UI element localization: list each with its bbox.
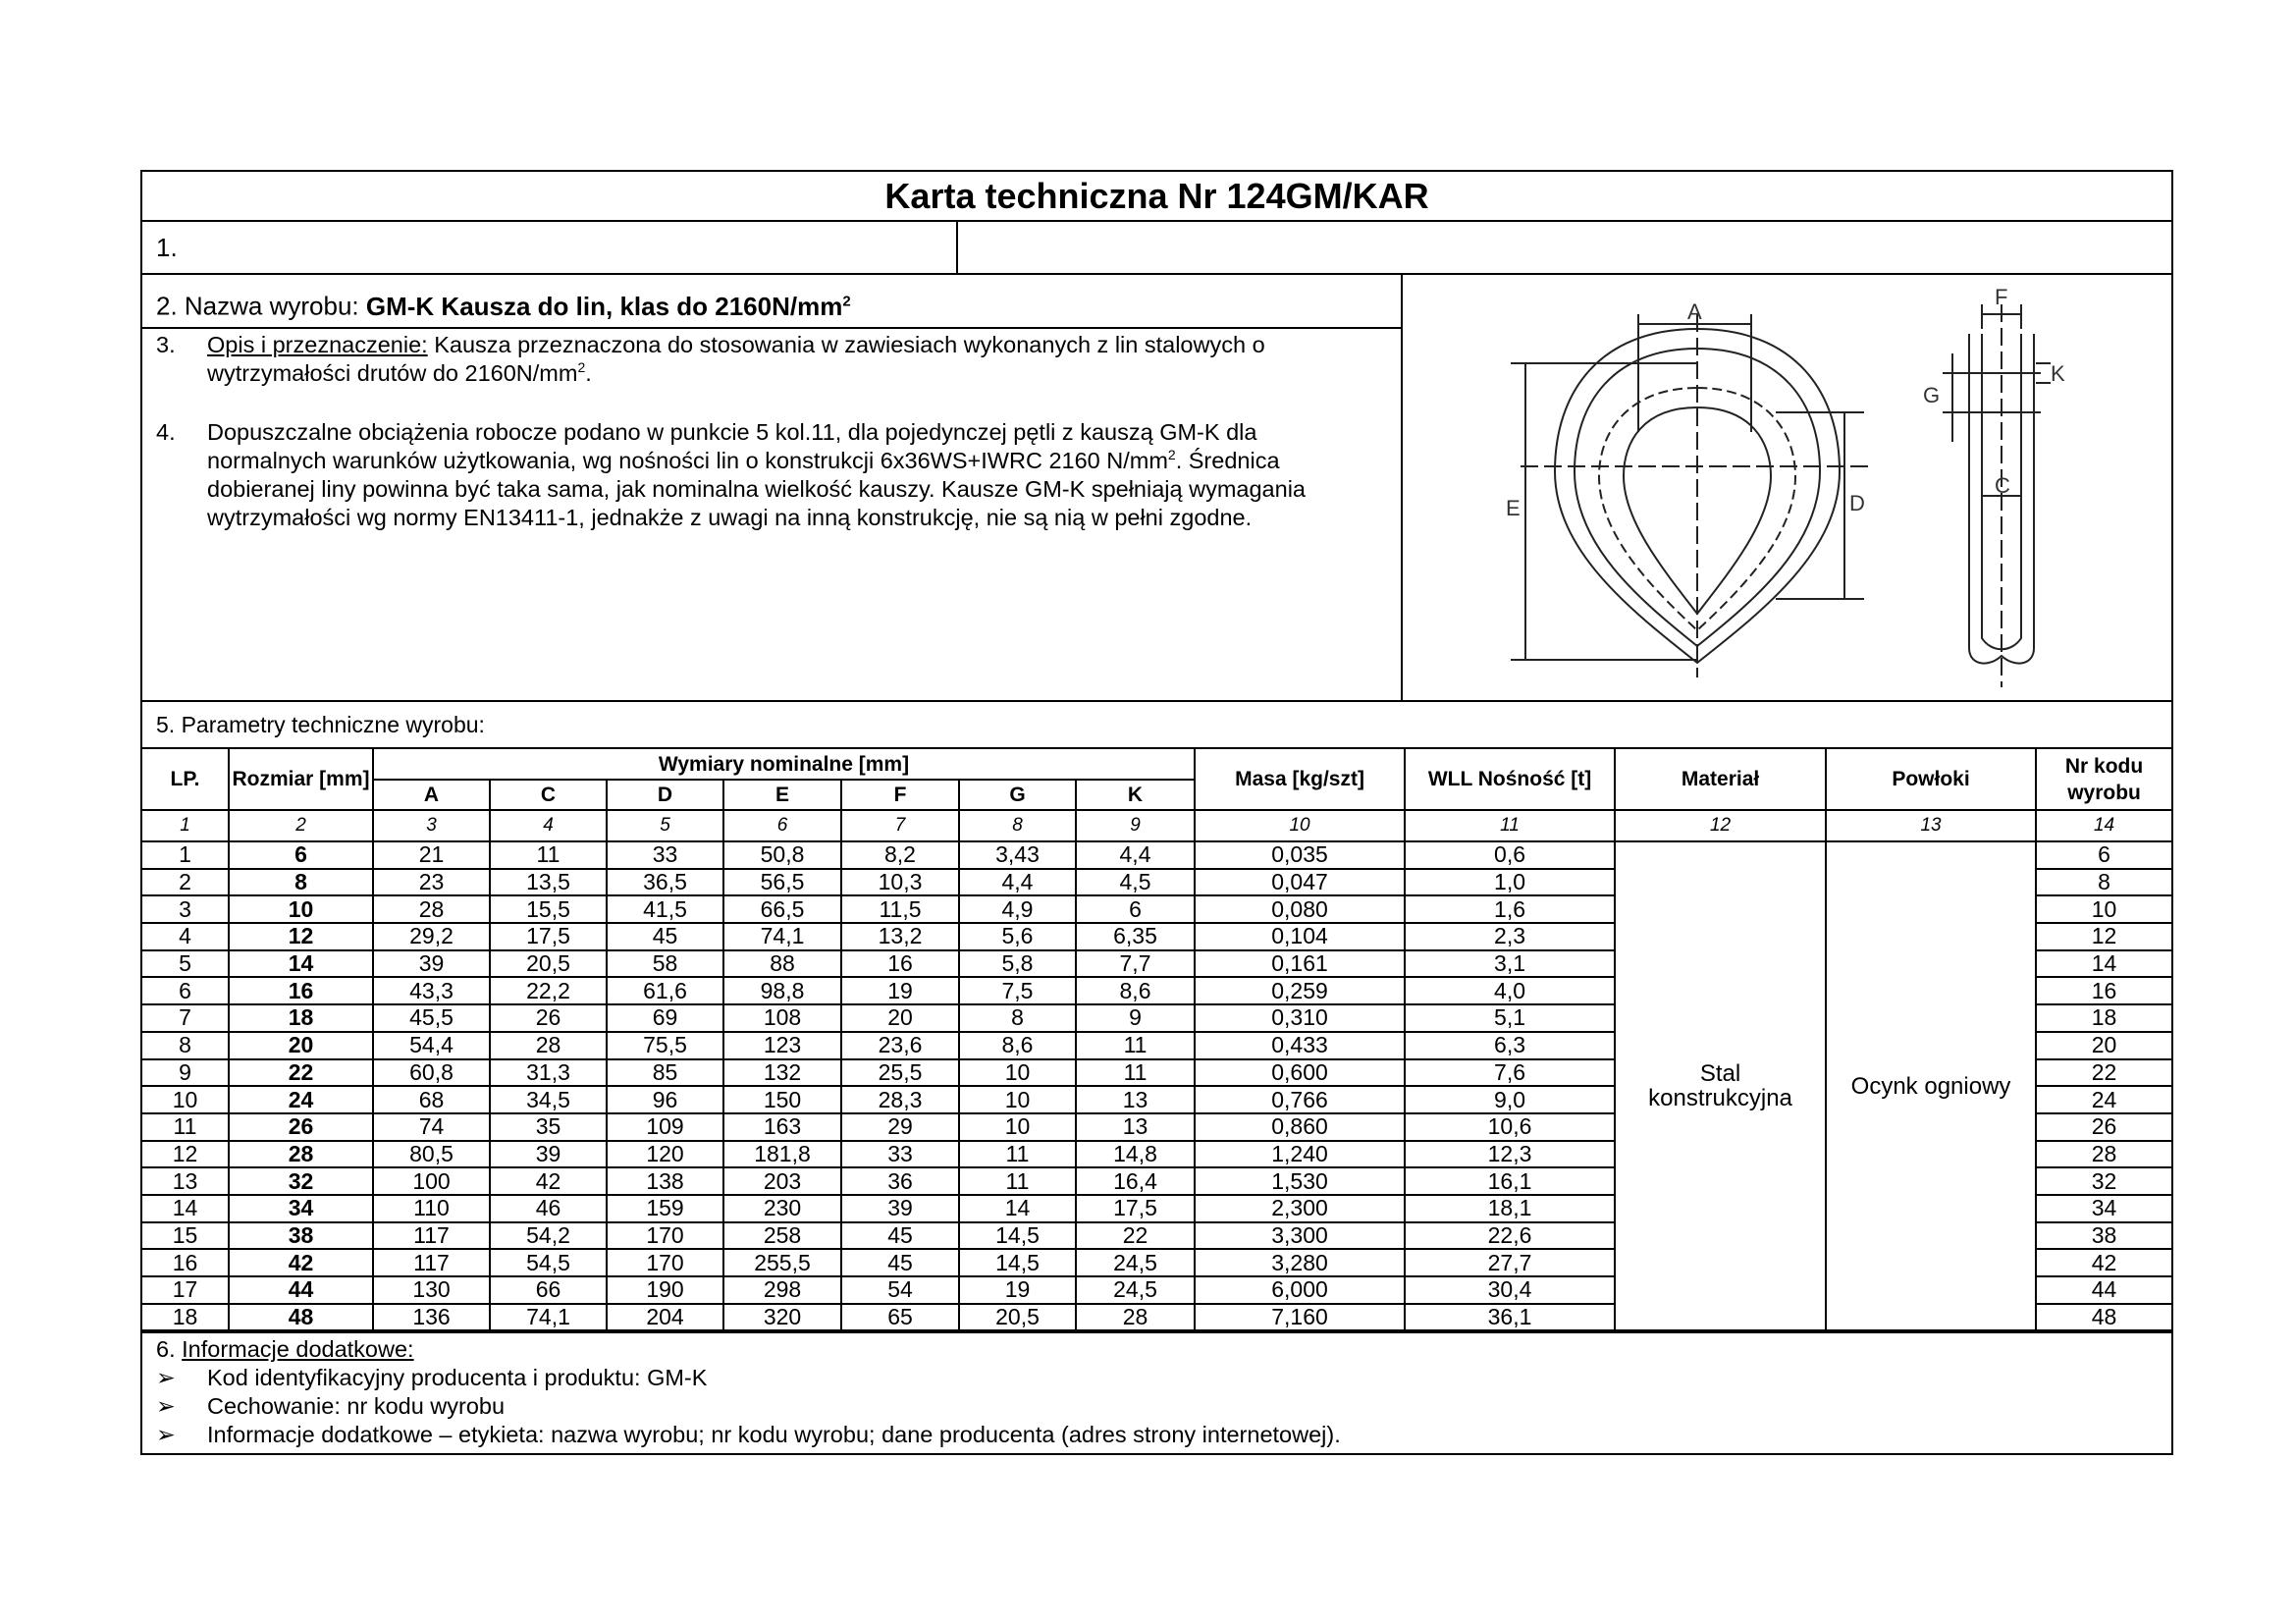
- info-item: ➢ Informacje dodatkowe – etykieta: nazwa wyrobu; nr kodu wyrobu; dane producenta (adres strony internetowej).: [156, 1422, 1341, 1448]
- cell-lp: 8: [142, 1032, 229, 1059]
- cell-dim-k: 6: [1076, 895, 1195, 923]
- cell-dim-g: 14: [959, 1195, 1076, 1222]
- cell-dim-g: 19: [959, 1276, 1076, 1304]
- cell-dim-k: 6,35: [1076, 923, 1195, 950]
- cell-dim-g: 11: [959, 1141, 1076, 1168]
- thimble-drawing: [1403, 275, 2171, 700]
- cell-lp: 2: [142, 869, 229, 896]
- cell-dim-a: 21: [373, 841, 490, 869]
- cell-wll: 0,6: [1405, 841, 1615, 869]
- cell-dim-e: 258: [723, 1222, 841, 1250]
- cell-dim-c: 15,5: [490, 895, 607, 923]
- cell-dim-a: 68: [373, 1086, 490, 1113]
- cell-dim-c: 35: [490, 1113, 607, 1141]
- cell-dim-g: 4,4: [959, 869, 1076, 896]
- header-size: Rozmiar [mm]: [229, 749, 373, 810]
- cell-dim-k: 13: [1076, 1113, 1195, 1141]
- header-dim-c: C: [490, 780, 607, 810]
- cell-dim-k: 17,5: [1076, 1195, 1195, 1222]
- section-4-loads: 4. Dopuszczalne obciążenia robocze podano w punkcie 5 kol.11, dla pojedynczej pętli z kauszą GM-K dla normalnych warunków użytkowania, wg nośności lin o konstrukcji 6x36WS+IWRC 2160 $N/mm^2$. Średnica dobieranej liny powinna być taka sama, jak nominalna wielkość kauszy. Kausze GM-K spełniają wymagania wytrzymałości wg normy EN13411-1, jednakże z uwagi na inną konstrukcję, nie są nią w pełni zgodne.: [156, 419, 1306, 530]
- header-coating: Powłoki: [1826, 749, 2036, 810]
- header-mass: Masa [kg/szt]: [1195, 749, 1405, 810]
- cell-dim-d: 61,6: [607, 977, 723, 1004]
- cell-dim-a: 39: [373, 950, 490, 978]
- cell-dim-g: 14,5: [959, 1222, 1076, 1250]
- cell-dim-c: 74,1: [490, 1304, 607, 1331]
- cell-dim-a: 28: [373, 895, 490, 923]
- cell-lp: 13: [142, 1167, 229, 1195]
- cell-lp: 18: [142, 1304, 229, 1331]
- cell-dim-a: 80,5: [373, 1141, 490, 1168]
- cell-size: 12: [229, 923, 373, 950]
- cell-dim-e: 88: [723, 950, 841, 978]
- dimension-label-f: F: [1995, 285, 2008, 309]
- cell-mass: 0,104: [1195, 923, 1405, 950]
- cell-dim-f: 65: [841, 1304, 959, 1331]
- cell-wll: 16,1: [1405, 1167, 1615, 1195]
- header-dim-k: K: [1076, 780, 1195, 810]
- cell-dim-g: 5,8: [959, 950, 1076, 978]
- cell-dim-k: 9: [1076, 1004, 1195, 1032]
- cell-size: 8: [229, 869, 373, 896]
- cell-material: Stal konstrukcyjna: [1615, 841, 1826, 1330]
- cell-wll: 12,3: [1405, 1141, 1615, 1168]
- cell-dim-e: 320: [723, 1304, 841, 1331]
- section-5-label: 5. Parametry techniczne wyrobu:: [142, 702, 2171, 749]
- cell-dim-d: 204: [607, 1304, 723, 1331]
- cell-dim-d: 36,5: [607, 869, 723, 896]
- cell-dim-g: 5,6: [959, 923, 1076, 950]
- cell-dim-k: 24,5: [1076, 1249, 1195, 1276]
- cell-size: 44: [229, 1276, 373, 1304]
- cell-wll: 2,3: [1405, 923, 1615, 950]
- cell-dim-k: 4,4: [1076, 841, 1195, 869]
- header-code: Nr kodu wyrobu: [2036, 749, 2171, 810]
- cell-code: 28: [2036, 1141, 2171, 1168]
- column-number: 14: [2036, 810, 2171, 841]
- cell-dim-f: 25,5: [841, 1059, 959, 1087]
- cell-wll: 6,3: [1405, 1032, 1615, 1059]
- cell-mass: 0,161: [1195, 950, 1405, 978]
- cell-dim-d: 45: [607, 923, 723, 950]
- cell-mass: 0,259: [1195, 977, 1405, 1004]
- cell-size: 22: [229, 1059, 373, 1087]
- column-number: 7: [841, 810, 959, 841]
- cell-dim-e: 255,5: [723, 1249, 841, 1276]
- cell-mass: 1,240: [1195, 1141, 1405, 1168]
- cell-mass: 3,280: [1195, 1249, 1405, 1276]
- cell-dim-c: 13,5: [490, 869, 607, 896]
- cell-dim-k: 16,4: [1076, 1167, 1195, 1195]
- cell-size: 48: [229, 1304, 373, 1331]
- cell-dim-e: 163: [723, 1113, 841, 1141]
- cell-wll: 36,1: [1405, 1304, 1615, 1331]
- cell-dim-g: 8: [959, 1004, 1076, 1032]
- cell-dim-f: 19: [841, 977, 959, 1004]
- cell-mass: 0,310: [1195, 1004, 1405, 1032]
- cell-size: 24: [229, 1086, 373, 1113]
- cell-size: 32: [229, 1167, 373, 1195]
- cell-dim-d: 33: [607, 841, 723, 869]
- dimension-label-d: D: [1849, 491, 1865, 515]
- dimension-label-k: K: [2051, 361, 2065, 386]
- cell-coating: Ocynk ogniowy: [1826, 841, 2036, 1330]
- cell-dim-a: 130: [373, 1276, 490, 1304]
- cell-wll: 27,7: [1405, 1249, 1615, 1276]
- cell-lp: 1: [142, 841, 229, 869]
- cell-lp: 5: [142, 950, 229, 978]
- cell-code: 24: [2036, 1086, 2171, 1113]
- cell-mass: 1,530: [1195, 1167, 1405, 1195]
- cell-dim-f: 23,6: [841, 1032, 959, 1059]
- cell-code: 16: [2036, 977, 2171, 1004]
- header-lp: LP.: [142, 749, 229, 810]
- column-number: 4: [490, 810, 607, 841]
- cell-mass: 6,000: [1195, 1276, 1405, 1304]
- column-number: 11: [1405, 810, 1615, 841]
- column-number: 2: [229, 810, 373, 841]
- cell-dim-e: 181,8: [723, 1141, 841, 1168]
- cell-mass: 2,300: [1195, 1195, 1405, 1222]
- cell-size: 42: [229, 1249, 373, 1276]
- cell-code: 42: [2036, 1249, 2171, 1276]
- cell-dim-k: 11: [1076, 1032, 1195, 1059]
- cell-dim-f: 16: [841, 950, 959, 978]
- cell-dim-k: 28: [1076, 1304, 1195, 1331]
- info-item: ➢ Cechowanie: nr kodu wyrobu: [156, 1393, 506, 1420]
- column-number: 9: [1076, 810, 1195, 841]
- additional-info-label: Informacje dodatkowe:: [182, 1336, 414, 1363]
- cell-dim-a: 60,8: [373, 1059, 490, 1087]
- cell-dim-f: 36: [841, 1167, 959, 1195]
- cell-code: 48: [2036, 1304, 2171, 1331]
- cell-dim-k: 22: [1076, 1222, 1195, 1250]
- cell-mass: 0,047: [1195, 869, 1405, 896]
- cell-code: 38: [2036, 1222, 2171, 1250]
- cell-dim-a: 54,4: [373, 1032, 490, 1059]
- cell-dim-f: 39: [841, 1195, 959, 1222]
- page-title: Karta techniczna Nr 124GM/KAR: [142, 172, 2171, 222]
- cell-dim-a: 100: [373, 1167, 490, 1195]
- cell-dim-c: 31,3: [490, 1059, 607, 1087]
- cell-code: 8: [2036, 869, 2171, 896]
- cell-dim-f: 33: [841, 1141, 959, 1168]
- cell-lp: 11: [142, 1113, 229, 1141]
- cell-dim-d: 69: [607, 1004, 723, 1032]
- cell-dim-d: 190: [607, 1276, 723, 1304]
- header-dimensions: Wymiary nominalne [mm]: [373, 749, 1195, 780]
- product-description-block: [142, 275, 2171, 702]
- cell-size: 14: [229, 950, 373, 978]
- cell-size: 10: [229, 895, 373, 923]
- cell-size: 34: [229, 1195, 373, 1222]
- cell-lp: 6: [142, 977, 229, 1004]
- cell-dim-a: 136: [373, 1304, 490, 1331]
- cell-mass: 0,600: [1195, 1059, 1405, 1087]
- cell-dim-g: 14,5: [959, 1249, 1076, 1276]
- cell-dim-f: 29: [841, 1113, 959, 1141]
- header-dim-g: G: [959, 780, 1076, 810]
- cell-dim-g: 20,5: [959, 1304, 1076, 1331]
- cell-dim-k: 7,7: [1076, 950, 1195, 978]
- cell-dim-a: 74: [373, 1113, 490, 1141]
- cell-lp: 17: [142, 1276, 229, 1304]
- column-number: 6: [723, 810, 841, 841]
- cell-wll: 3,1: [1405, 950, 1615, 978]
- cell-dim-e: 132: [723, 1059, 841, 1087]
- cell-dim-e: 298: [723, 1276, 841, 1304]
- cell-dim-d: 58: [607, 950, 723, 978]
- column-number: 12: [1615, 810, 1826, 841]
- cell-dim-c: 22,2: [490, 977, 607, 1004]
- cell-wll: 10,6: [1405, 1113, 1615, 1141]
- cell-lp: 3: [142, 895, 229, 923]
- cell-dim-e: 108: [723, 1004, 841, 1032]
- cell-dim-c: 34,5: [490, 1086, 607, 1113]
- cell-dim-k: 13: [1076, 1086, 1195, 1113]
- info-item: ➢ Kod identyfikacyjny producenta i produktu: GM-K: [156, 1365, 708, 1391]
- cell-dim-a: 29,2: [373, 923, 490, 950]
- cell-dim-e: 230: [723, 1195, 841, 1222]
- cell-lp: 14: [142, 1195, 229, 1222]
- cell-dim-g: 10: [959, 1086, 1076, 1113]
- cell-size: 26: [229, 1113, 373, 1141]
- cell-dim-g: 11: [959, 1167, 1076, 1195]
- header-dim-e: E: [723, 780, 841, 810]
- cell-dim-c: 11: [490, 841, 607, 869]
- cell-dim-d: 120: [607, 1141, 723, 1168]
- cell-dim-c: 28: [490, 1032, 607, 1059]
- column-numbers-row: [142, 810, 2171, 841]
- cell-dim-f: 11,5: [841, 895, 959, 923]
- header-dim-f: F: [841, 780, 959, 810]
- cell-dim-g: 7,5: [959, 977, 1076, 1004]
- cell-size: 6: [229, 841, 373, 869]
- arrow-bullet-icon: ➢: [156, 1365, 176, 1391]
- column-number: 10: [1195, 810, 1405, 841]
- cell-dim-c: 17,5: [490, 923, 607, 950]
- cell-dim-a: 117: [373, 1222, 490, 1250]
- cell-dim-k: 4,5: [1076, 869, 1195, 896]
- cell-lp: 4: [142, 923, 229, 950]
- cell-dim-d: 75,5: [607, 1032, 723, 1059]
- cell-dim-e: 74,1: [723, 923, 841, 950]
- product-name-heading: 2. Nazwa wyrobu: GM-K Kausza do lin, klas do $2160N/mm^2$: [142, 275, 1401, 329]
- cell-size: 18: [229, 1004, 373, 1032]
- cell-dim-k: 14,8: [1076, 1141, 1195, 1168]
- cell-mass: 0,766: [1195, 1086, 1405, 1113]
- cell-wll: 30,4: [1405, 1276, 1615, 1304]
- cell-code: 14: [2036, 950, 2171, 978]
- cell-dim-c: 66: [490, 1276, 607, 1304]
- cell-dim-d: 109: [607, 1113, 723, 1141]
- cell-dim-g: 3,43: [959, 841, 1076, 869]
- cell-mass: 7,160: [1195, 1304, 1405, 1331]
- dimension-label-g: G: [1923, 383, 1941, 407]
- cell-code: 20: [2036, 1032, 2171, 1059]
- description-label: Opis i przeznaczenie:: [207, 332, 428, 357]
- table-row: [142, 841, 2171, 869]
- cell-dim-d: 96: [607, 1086, 723, 1113]
- cell-mass: 3,300: [1195, 1222, 1405, 1250]
- cell-dim-c: 46: [490, 1195, 607, 1222]
- section-1-row: [142, 222, 2171, 275]
- cell-code: 34: [2036, 1195, 2171, 1222]
- header-dim-a: A: [373, 780, 490, 810]
- cell-dim-g: 8,6: [959, 1032, 1076, 1059]
- cell-dim-f: 8,2: [841, 841, 959, 869]
- cell-code: 44: [2036, 1276, 2171, 1304]
- cell-dim-e: 66,5: [723, 895, 841, 923]
- cell-dim-g: 10: [959, 1059, 1076, 1087]
- cell-dim-c: 42: [490, 1167, 607, 1195]
- cell-dim-k: 8,6: [1076, 977, 1195, 1004]
- cell-dim-d: 85: [607, 1059, 723, 1087]
- cell-wll: 1,6: [1405, 895, 1615, 923]
- cell-dim-f: 54: [841, 1276, 959, 1304]
- column-number: 13: [1826, 810, 2036, 841]
- dimension-label-c: C: [1995, 473, 2010, 498]
- cell-dim-c: 54,2: [490, 1222, 607, 1250]
- cell-code: 12: [2036, 923, 2171, 950]
- cell-code: 18: [2036, 1004, 2171, 1032]
- section-3-description: 3. Opis i przeznaczenie: Kausza przeznaczona do stosowania w zawiesiach wykonanych z lin stalowych o wytrzymałości drutów do $2160N/mm^2$.: [156, 332, 1265, 386]
- cell-dim-d: 159: [607, 1195, 723, 1222]
- column-number: 1: [142, 810, 229, 841]
- dimension-label-a: A: [1687, 299, 1702, 324]
- cell-dim-a: 110: [373, 1195, 490, 1222]
- cell-size: 16: [229, 977, 373, 1004]
- cell-size: 38: [229, 1222, 373, 1250]
- cell-dim-a: 45,5: [373, 1004, 490, 1032]
- cell-dim-e: 56,5: [723, 869, 841, 896]
- dimension-label-e: E: [1506, 496, 1521, 520]
- product-name: GM-K Kausza do lin, klas do $2160N/mm^2$: [365, 291, 851, 321]
- cell-lp: 7: [142, 1004, 229, 1032]
- cell-lp: 16: [142, 1249, 229, 1276]
- cell-dim-f: 10,3: [841, 869, 959, 896]
- cell-dim-a: 117: [373, 1249, 490, 1276]
- cell-code: 6: [2036, 841, 2171, 869]
- column-number: 3: [373, 810, 490, 841]
- cell-dim-c: 54,5: [490, 1249, 607, 1276]
- cell-dim-d: 170: [607, 1249, 723, 1276]
- cell-wll: 1,0: [1405, 869, 1615, 896]
- cell-dim-e: 203: [723, 1167, 841, 1195]
- cell-lp: 9: [142, 1059, 229, 1087]
- cell-mass: 0,433: [1195, 1032, 1405, 1059]
- cell-dim-d: 138: [607, 1167, 723, 1195]
- cell-wll: 18,1: [1405, 1195, 1615, 1222]
- cell-lp: 10: [142, 1086, 229, 1113]
- header-dim-d: D: [607, 780, 723, 810]
- cell-wll: 9,0: [1405, 1086, 1615, 1113]
- cell-size: 20: [229, 1032, 373, 1059]
- header-material: Materiał: [1615, 749, 1826, 810]
- section-1-label: 1.: [142, 222, 958, 273]
- section-6-additional-info: 6. Informacje dodatkowe: ➢ Kod identyfikacyjny producenta i produktu: GM-K ➢ Cechowanie: nr kodu wyrobu ➢ Informacje dodatkowe – etykieta: nazwa wyrobu; nr kodu wyrobu; dane producenta (adres strony internetowej).: [142, 1331, 2171, 1453]
- cell-dim-e: 50,8: [723, 841, 841, 869]
- thimble-dimension-drawing: [1403, 275, 2171, 698]
- technical-sheet: [140, 170, 2173, 1455]
- cell-dim-k: 24,5: [1076, 1276, 1195, 1304]
- cell-size: 28: [229, 1141, 373, 1168]
- cell-dim-f: 45: [841, 1249, 959, 1276]
- cell-wll: 5,1: [1405, 1004, 1615, 1032]
- cell-lp: 12: [142, 1141, 229, 1168]
- cell-dim-f: 28,3: [841, 1086, 959, 1113]
- parameters-table: [142, 749, 2171, 1331]
- cell-mass: 0,860: [1195, 1113, 1405, 1141]
- cell-mass: 0,080: [1195, 895, 1405, 923]
- cell-mass: 0,035: [1195, 841, 1405, 869]
- cell-code: 26: [2036, 1113, 2171, 1141]
- cell-dim-d: 170: [607, 1222, 723, 1250]
- cell-dim-e: 98,8: [723, 977, 841, 1004]
- cell-wll: 7,6: [1405, 1059, 1615, 1087]
- header-wll: WLL Nośność [t]: [1405, 749, 1615, 810]
- cell-code: 32: [2036, 1167, 2171, 1195]
- cell-wll: 4,0: [1405, 977, 1615, 1004]
- cell-dim-c: 26: [490, 1004, 607, 1032]
- cell-dim-g: 10: [959, 1113, 1076, 1141]
- cell-code: 22: [2036, 1059, 2171, 1087]
- column-number: 8: [959, 810, 1076, 841]
- cell-dim-e: 150: [723, 1086, 841, 1113]
- cell-dim-k: 11: [1076, 1059, 1195, 1087]
- cell-dim-c: 39: [490, 1141, 607, 1168]
- cell-wll: 22,6: [1405, 1222, 1615, 1250]
- cell-dim-a: 23: [373, 869, 490, 896]
- cell-dim-g: 4,9: [959, 895, 1076, 923]
- column-number: 5: [607, 810, 723, 841]
- cell-dim-f: 13,2: [841, 923, 959, 950]
- cell-dim-a: 43,3: [373, 977, 490, 1004]
- cell-dim-e: 123: [723, 1032, 841, 1059]
- cell-dim-c: 20,5: [490, 950, 607, 978]
- cell-dim-d: 41,5: [607, 895, 723, 923]
- cell-dim-f: 20: [841, 1004, 959, 1032]
- cell-code: 10: [2036, 895, 2171, 923]
- arrow-bullet-icon: ➢: [156, 1393, 176, 1420]
- arrow-bullet-icon: ➢: [156, 1422, 176, 1448]
- cell-dim-f: 45: [841, 1222, 959, 1250]
- cell-lp: 15: [142, 1222, 229, 1250]
